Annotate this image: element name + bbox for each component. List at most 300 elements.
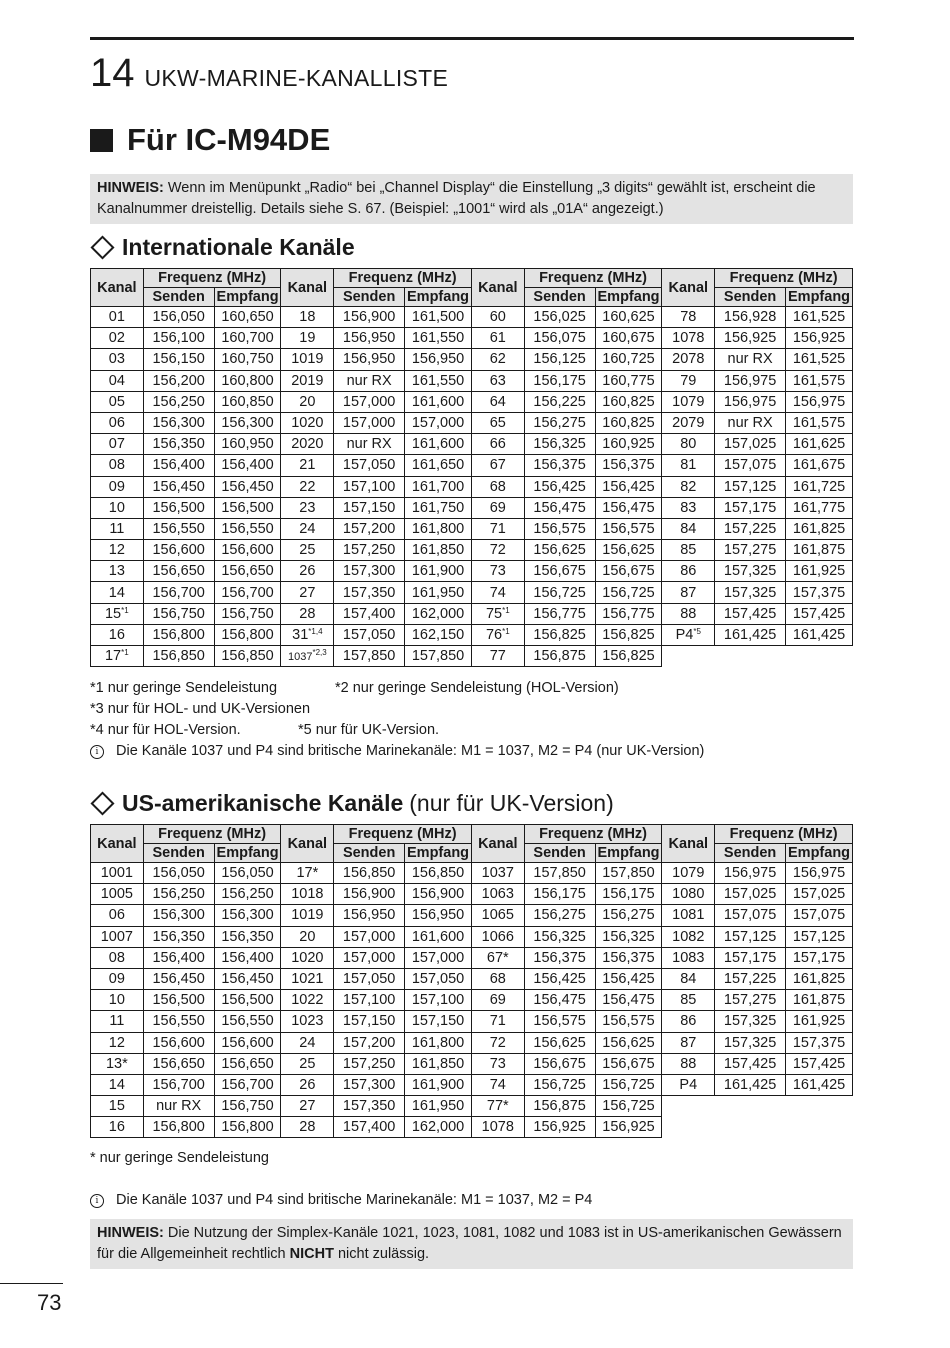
channel-cell xyxy=(471,540,524,561)
channel-cell xyxy=(281,624,334,645)
send-frequency-cell: 157,075 xyxy=(715,905,786,926)
table-row xyxy=(91,1117,853,1138)
receive-frequency-cell: 156,425 xyxy=(595,476,662,497)
channel-number: 65 xyxy=(489,415,506,432)
receive-frequency-cell: 161,575 xyxy=(786,370,853,391)
channel-cell xyxy=(91,905,144,926)
channel-cell xyxy=(281,646,334,667)
receive-frequency-cell: 157,100 xyxy=(405,990,472,1011)
channel-number: 67* xyxy=(486,949,509,966)
channel-cell xyxy=(91,307,144,328)
channel-number: 12 xyxy=(108,1034,125,1051)
receive-frequency-cell: 161,600 xyxy=(405,434,472,455)
channel-cell xyxy=(662,624,715,645)
receive-frequency-cell: 161,775 xyxy=(786,497,853,518)
send-frequency-cell: 156,250 xyxy=(143,884,214,905)
footnotes-international xyxy=(90,678,704,762)
channel-cell xyxy=(91,412,144,433)
channel-number: 87 xyxy=(680,584,697,601)
send-frequency-cell: 157,325 xyxy=(715,1011,786,1032)
send-frequency-cell: 157,150 xyxy=(334,1011,405,1032)
diamond-icon xyxy=(90,235,114,259)
send-frequency-cell: 157,000 xyxy=(334,926,405,947)
receive-frequency-cell: 156,975 xyxy=(786,391,853,412)
receive-frequency-cell: 161,950 xyxy=(405,582,472,603)
receive-frequency-cell: 156,750 xyxy=(214,603,281,624)
receive-frequency-cell: 161,925 xyxy=(786,1011,853,1032)
footnote-marker: *1 xyxy=(121,605,129,615)
channel-number: 09 xyxy=(108,478,125,495)
channel-cell xyxy=(471,1053,524,1074)
receive-header: Empfang xyxy=(786,288,853,307)
receive-frequency-cell: 157,000 xyxy=(405,947,472,968)
receive-frequency-cell: 156,450 xyxy=(214,968,281,989)
send-frequency-cell: nur RX xyxy=(334,434,405,455)
channel-number: 86 xyxy=(680,563,697,580)
receive-frequency-cell: 157,425 xyxy=(786,603,853,624)
chapter-heading xyxy=(90,50,448,96)
send-frequency-cell: 156,900 xyxy=(334,884,405,905)
channel-cell xyxy=(662,391,715,412)
footnote-5: *5 nur für UK-Version. xyxy=(298,722,440,738)
send-frequency-cell: 156,700 xyxy=(143,1074,214,1095)
receive-frequency-cell: 156,800 xyxy=(214,1117,281,1138)
send-frequency-cell: 156,200 xyxy=(143,370,214,391)
channel-cell xyxy=(662,884,715,905)
channel-cell xyxy=(281,947,334,968)
empty-cell xyxy=(715,1096,786,1117)
send-frequency-cell: 156,325 xyxy=(524,434,595,455)
receive-frequency-cell: 161,600 xyxy=(405,391,472,412)
send-frequency-cell: 156,725 xyxy=(524,582,595,603)
channel-cell xyxy=(471,947,524,968)
channel-cell xyxy=(91,926,144,947)
kanal-header: Kanal xyxy=(281,269,334,307)
table-row xyxy=(91,863,853,884)
send-frequency-cell: 156,825 xyxy=(524,624,595,645)
receive-frequency-cell: 156,850 xyxy=(214,646,281,667)
channel-cell xyxy=(662,349,715,370)
send-frequency-cell: 157,175 xyxy=(715,947,786,968)
send-frequency-cell: 156,025 xyxy=(524,307,595,328)
channel-cell xyxy=(91,1053,144,1074)
send-frequency-cell: 156,750 xyxy=(143,603,214,624)
channel-number: 1021 xyxy=(291,971,324,988)
channel-cell xyxy=(471,1011,524,1032)
kanal-header: Kanal xyxy=(471,269,524,307)
channel-cell xyxy=(471,624,524,645)
channel-cell xyxy=(471,884,524,905)
receive-frequency-cell: 157,075 xyxy=(786,905,853,926)
send-frequency-cell: 156,275 xyxy=(524,905,595,926)
receive-frequency-cell: 156,600 xyxy=(214,1032,281,1053)
send-frequency-cell: 156,575 xyxy=(524,518,595,539)
channel-cell xyxy=(91,370,144,391)
receive-frequency-cell: 156,950 xyxy=(405,905,472,926)
channel-number: 62 xyxy=(489,351,506,368)
table-row xyxy=(91,518,853,539)
channel-number: 68 xyxy=(489,971,506,988)
send-frequency-cell: nur RX xyxy=(715,412,786,433)
channel-cell xyxy=(471,455,524,476)
receive-frequency-cell: 161,625 xyxy=(786,434,853,455)
receive-frequency-cell: 157,425 xyxy=(786,1053,853,1074)
channel-number: 24 xyxy=(299,1034,316,1051)
receive-frequency-cell: 160,825 xyxy=(595,391,662,412)
send-frequency-cell: 156,875 xyxy=(524,646,595,667)
send-frequency-cell: 157,250 xyxy=(334,1053,405,1074)
send-frequency-cell: 157,225 xyxy=(715,968,786,989)
table-row xyxy=(91,603,853,624)
channel-cell xyxy=(662,947,715,968)
channel-number: P4 xyxy=(675,626,694,643)
receive-frequency-cell: 156,375 xyxy=(595,455,662,476)
channel-cell xyxy=(91,646,144,667)
send-frequency-cell: 156,150 xyxy=(143,349,214,370)
channel-cell xyxy=(662,990,715,1011)
receive-frequency-cell: 156,650 xyxy=(214,561,281,582)
channel-number: 1020 xyxy=(291,949,324,966)
receive-frequency-cell: 161,425 xyxy=(786,1074,853,1095)
frequency-header: Frequenz (MHz) xyxy=(334,825,472,844)
send-frequency-cell: 156,250 xyxy=(143,391,214,412)
send-frequency-cell: 157,275 xyxy=(715,540,786,561)
receive-frequency-cell: 156,500 xyxy=(214,497,281,518)
receive-frequency-cell: 156,425 xyxy=(595,968,662,989)
send-header: Senden xyxy=(715,844,786,863)
channel-cell xyxy=(662,1011,715,1032)
channel-number: 25 xyxy=(299,1055,316,1072)
receive-frequency-cell: 161,500 xyxy=(405,307,472,328)
channel-cell xyxy=(471,476,524,497)
empty-cell xyxy=(786,1117,853,1138)
empty-cell xyxy=(662,1117,715,1138)
receive-frequency-cell: 161,750 xyxy=(405,497,472,518)
footnote-marker: *5 xyxy=(693,626,701,636)
receive-frequency-cell: 156,450 xyxy=(214,476,281,497)
square-bullet-icon xyxy=(90,129,113,152)
send-frequency-cell: 157,025 xyxy=(715,434,786,455)
receive-frequency-cell: 161,525 xyxy=(786,307,853,328)
send-frequency-cell: 157,200 xyxy=(334,1032,405,1053)
receive-frequency-cell: 161,525 xyxy=(786,349,853,370)
receive-frequency-cell: 156,725 xyxy=(595,582,662,603)
channel-number: 08 xyxy=(108,457,125,474)
send-frequency-cell: 156,050 xyxy=(143,863,214,884)
channel-number: 1079 xyxy=(672,393,705,410)
receive-frequency-cell: 161,950 xyxy=(405,1096,472,1117)
frequency-header: Frequenz (MHz) xyxy=(715,269,853,288)
send-frequency-cell: 157,225 xyxy=(715,518,786,539)
channel-number: 72 xyxy=(489,542,506,559)
channel-cell xyxy=(662,497,715,518)
send-frequency-cell: 157,350 xyxy=(334,1096,405,1117)
channel-number: 71 xyxy=(489,1013,506,1030)
channel-cell xyxy=(91,349,144,370)
info-icon: i xyxy=(90,1194,104,1208)
channel-cell xyxy=(91,561,144,582)
send-frequency-cell: 156,650 xyxy=(143,561,214,582)
send-frequency-cell: 157,425 xyxy=(715,603,786,624)
channel-cell xyxy=(662,412,715,433)
channel-cell xyxy=(662,518,715,539)
receive-frequency-cell: 160,800 xyxy=(214,370,281,391)
receive-frequency-cell: 157,050 xyxy=(405,968,472,989)
send-header: Senden xyxy=(715,288,786,307)
receive-frequency-cell: 161,900 xyxy=(405,1074,472,1095)
receive-frequency-cell: 157,850 xyxy=(405,646,472,667)
send-frequency-cell: 157,000 xyxy=(334,947,405,968)
channel-cell xyxy=(91,455,144,476)
send-frequency-cell: 156,800 xyxy=(143,1117,214,1138)
send-frequency-cell: nur RX xyxy=(143,1096,214,1117)
receive-header: Empfang xyxy=(214,844,281,863)
channel-number: 73 xyxy=(489,563,506,580)
channel-number: 1007 xyxy=(100,928,133,945)
send-frequency-cell: 157,125 xyxy=(715,476,786,497)
channel-cell xyxy=(281,863,334,884)
channel-number: 60 xyxy=(489,309,506,326)
send-frequency-cell: 156,175 xyxy=(524,884,595,905)
channel-number: 16 xyxy=(108,1119,125,1136)
frequency-header: Frequenz (MHz) xyxy=(715,825,853,844)
empty-cell xyxy=(715,1117,786,1138)
channel-cell xyxy=(471,1117,524,1138)
channel-number: 20 xyxy=(299,393,316,410)
channel-cell xyxy=(91,1032,144,1053)
receive-frequency-cell: 161,675 xyxy=(786,455,853,476)
send-frequency-cell: 156,125 xyxy=(524,349,595,370)
channel-number: 04 xyxy=(108,372,125,389)
send-frequency-cell: 156,450 xyxy=(143,968,214,989)
channel-number: 21 xyxy=(299,457,316,474)
send-frequency-cell: 157,000 xyxy=(334,412,405,433)
send-frequency-cell: 156,475 xyxy=(524,990,595,1011)
frequency-header: Frequenz (MHz) xyxy=(143,269,281,288)
receive-frequency-cell: 156,325 xyxy=(595,926,662,947)
channel-cell xyxy=(471,497,524,518)
channel-cell xyxy=(471,561,524,582)
empty-cell xyxy=(662,646,715,667)
receive-frequency-cell: 156,625 xyxy=(595,1032,662,1053)
receive-frequency-cell: 161,925 xyxy=(786,561,853,582)
channel-number: 24 xyxy=(299,520,316,537)
receive-frequency-cell: 156,575 xyxy=(595,518,662,539)
channel-cell xyxy=(471,582,524,603)
receive-frequency-cell: 156,400 xyxy=(214,455,281,476)
channel-cell xyxy=(662,370,715,391)
note-bold: NICHT xyxy=(289,1246,334,1262)
kanal-header: Kanal xyxy=(91,825,144,863)
channel-cell xyxy=(91,497,144,518)
receive-frequency-cell: 156,275 xyxy=(595,905,662,926)
channel-number: 08 xyxy=(108,949,125,966)
receive-frequency-cell: 161,600 xyxy=(405,926,472,947)
channel-number: 72 xyxy=(489,1034,506,1051)
channel-number: 84 xyxy=(680,520,697,537)
channel-cell xyxy=(471,370,524,391)
channel-cell xyxy=(662,582,715,603)
channel-cell xyxy=(281,603,334,624)
channel-cell xyxy=(281,1011,334,1032)
channel-number: 18 xyxy=(299,309,316,326)
channel-cell xyxy=(281,349,334,370)
receive-frequency-cell: 156,625 xyxy=(595,540,662,561)
channel-cell xyxy=(471,1074,524,1095)
channel-number: 1083 xyxy=(672,949,705,966)
channel-cell xyxy=(281,434,334,455)
receive-frequency-cell: 161,725 xyxy=(786,476,853,497)
channel-number: 82 xyxy=(680,478,697,495)
channel-number: 25 xyxy=(299,542,316,559)
send-header: Senden xyxy=(524,844,595,863)
us-channel-table xyxy=(90,824,853,1138)
receive-frequency-cell: 157,375 xyxy=(786,1032,853,1053)
send-frequency-cell: 156,925 xyxy=(715,328,786,349)
channel-number: 11 xyxy=(109,1013,125,1030)
channel-number: 10 xyxy=(108,992,125,1009)
channel-cell xyxy=(91,582,144,603)
channel-number: 1066 xyxy=(481,928,514,945)
channel-number: 1037 xyxy=(481,865,514,882)
send-frequency-cell: 156,300 xyxy=(143,412,214,433)
receive-frequency-cell: 161,800 xyxy=(405,1032,472,1053)
send-frequency-cell: 156,675 xyxy=(524,1053,595,1074)
channel-number: 86 xyxy=(680,1013,697,1030)
channel-number: 27 xyxy=(299,1098,316,1115)
channel-number: 15 xyxy=(108,1098,125,1115)
channel-cell xyxy=(662,1053,715,1074)
send-frequency-cell: 156,350 xyxy=(143,434,214,455)
send-header: Senden xyxy=(334,288,405,307)
channel-cell xyxy=(471,1032,524,1053)
receive-frequency-cell: 156,700 xyxy=(214,582,281,603)
send-frequency-cell: 156,400 xyxy=(143,947,214,968)
channel-number: 26 xyxy=(299,563,316,580)
send-frequency-cell: 157,025 xyxy=(715,884,786,905)
receive-frequency-cell: 161,850 xyxy=(405,1053,472,1074)
send-frequency-cell: 156,975 xyxy=(715,391,786,412)
footnote-marker: *2,3 xyxy=(312,648,327,658)
receive-frequency-cell: 160,725 xyxy=(595,349,662,370)
send-frequency-cell: 157,400 xyxy=(334,1117,405,1138)
channel-number: 07 xyxy=(108,436,125,453)
receive-frequency-cell: 156,500 xyxy=(214,990,281,1011)
channel-cell xyxy=(281,561,334,582)
send-frequency-cell: 157,850 xyxy=(524,863,595,884)
channel-cell xyxy=(281,905,334,926)
send-header: Senden xyxy=(334,844,405,863)
channel-number: 84 xyxy=(680,971,697,988)
channel-number: 1078 xyxy=(672,330,705,347)
channel-number: 78 xyxy=(680,309,697,326)
channel-cell xyxy=(471,905,524,926)
table-row xyxy=(91,370,853,391)
table-row xyxy=(91,540,853,561)
send-frequency-cell: 156,575 xyxy=(524,1011,595,1032)
send-frequency-cell: 156,725 xyxy=(524,1074,595,1095)
channel-cell xyxy=(662,328,715,349)
send-frequency-cell: 156,700 xyxy=(143,582,214,603)
channel-cell xyxy=(281,884,334,905)
table-row xyxy=(91,624,853,645)
channel-number: 15 xyxy=(104,605,122,622)
send-frequency-cell: 157,175 xyxy=(715,497,786,518)
channel-number: 1037 xyxy=(287,651,313,664)
table-row xyxy=(91,434,853,455)
channel-cell xyxy=(281,455,334,476)
page-number: 73 xyxy=(37,1290,62,1315)
send-frequency-cell: 157,400 xyxy=(334,603,405,624)
receive-frequency-cell: 160,750 xyxy=(214,349,281,370)
receive-frequency-cell: 156,650 xyxy=(214,1053,281,1074)
channel-number: 14 xyxy=(108,1076,125,1093)
receive-frequency-cell: 156,250 xyxy=(214,884,281,905)
receive-frequency-cell: 162,000 xyxy=(405,1117,472,1138)
receive-frequency-cell: 156,300 xyxy=(214,412,281,433)
receive-frequency-cell: 156,950 xyxy=(405,349,472,370)
receive-frequency-cell: 156,825 xyxy=(595,646,662,667)
send-frequency-cell: 156,625 xyxy=(524,1032,595,1053)
header-row xyxy=(91,269,853,288)
channel-cell xyxy=(662,968,715,989)
frequency-header: Frequenz (MHz) xyxy=(524,825,662,844)
receive-frequency-cell: 161,550 xyxy=(405,328,472,349)
receive-frequency-cell: 161,850 xyxy=(405,540,472,561)
channel-cell xyxy=(662,307,715,328)
channel-number: 12 xyxy=(108,542,125,559)
receive-frequency-cell: 156,975 xyxy=(786,863,853,884)
channel-number: 73 xyxy=(489,1055,506,1072)
note-text-b: nicht zulässig. xyxy=(333,1246,430,1262)
table-row xyxy=(91,968,853,989)
receive-frequency-cell: 161,550 xyxy=(405,370,472,391)
receive-header: Empfang xyxy=(595,844,662,863)
channel-number: 63 xyxy=(489,372,506,389)
receive-header: Empfang xyxy=(786,844,853,863)
channel-number: 1081 xyxy=(672,907,705,924)
receive-frequency-cell: 157,850 xyxy=(595,863,662,884)
send-frequency-cell: 156,500 xyxy=(143,990,214,1011)
channel-number: 13 xyxy=(108,563,125,580)
receive-frequency-cell: 156,300 xyxy=(214,905,281,926)
channel-number: 77* xyxy=(486,1098,509,1115)
channel-number: 66 xyxy=(489,436,506,453)
channel-number: 02 xyxy=(108,330,125,347)
send-frequency-cell: 161,425 xyxy=(715,1074,786,1095)
channel-cell xyxy=(471,1096,524,1117)
send-frequency-cell: 157,200 xyxy=(334,518,405,539)
table-row xyxy=(91,1032,853,1053)
section-title-text: Für IC-M94DE xyxy=(127,122,331,157)
channel-number: 31 xyxy=(292,626,309,643)
channel-cell xyxy=(662,926,715,947)
channel-number: 17 xyxy=(104,648,122,665)
receive-frequency-cell: 161,825 xyxy=(786,968,853,989)
channel-number: 2020 xyxy=(291,436,324,453)
send-frequency-cell: 156,550 xyxy=(143,1011,214,1032)
channel-number: 75 xyxy=(485,605,503,622)
channel-number: 1023 xyxy=(291,1013,324,1030)
send-frequency-cell: 157,075 xyxy=(715,455,786,476)
channel-cell xyxy=(281,990,334,1011)
channel-number: 85 xyxy=(680,992,697,1009)
subsection-title: Internationale Kanäle xyxy=(122,234,355,260)
receive-frequency-cell: 156,475 xyxy=(595,990,662,1011)
receive-frequency-cell: 156,925 xyxy=(595,1117,662,1138)
channel-cell xyxy=(91,391,144,412)
send-frequency-cell: 156,975 xyxy=(715,370,786,391)
